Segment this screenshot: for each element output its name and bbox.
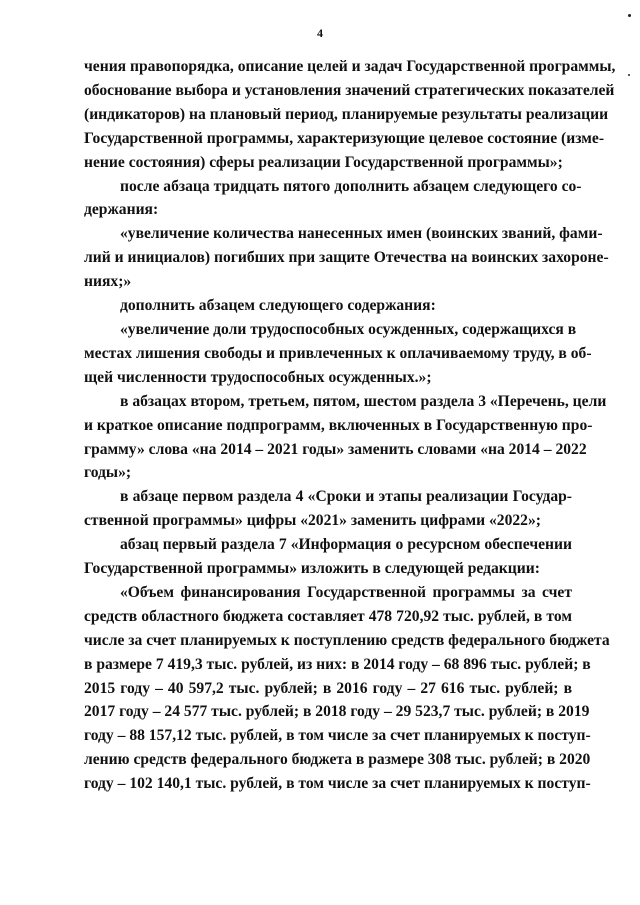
- text-line: ниях;»: [84, 273, 132, 291]
- text-line: году – 102 140,1 тыс. рублей, в том числе за счет планируемых к поступ-: [84, 775, 591, 793]
- text-line: «Объем финансирования Государственной программы за счет: [120, 583, 572, 601]
- page-number: 4: [317, 26, 323, 40]
- text-line: лий и инициалов) погибших при защите Отечества на воинских захороне-: [84, 249, 609, 267]
- text-line: и краткое описание подпрограмм, включенных в Государственную про-: [84, 416, 593, 434]
- paragraph: [84, 485, 572, 533]
- text-line: нение состояния) сферы реализации Государственной программы»;: [84, 153, 563, 171]
- text-line: году – 88 157,12 тыс. рублей, в том числе за счет планируемых к поступ-: [84, 727, 591, 745]
- text-line: Государственной программы, характеризующие целевое состояние (изме-: [84, 129, 605, 147]
- text-line: держания:: [84, 201, 159, 219]
- text-line: числе за счет планируемых к поступлению средств федерального бюджета: [84, 631, 610, 649]
- text-line: после абзаца тридцать пятого дополнить абзацем следующего со-: [120, 177, 582, 195]
- paragraph: [84, 581, 610, 796]
- text-line: (индикаторов) на плановый период, планируемые результаты реализации: [84, 105, 609, 123]
- text-line: ственной программы» цифры «2021» заменить цифрами «2022»;: [84, 512, 541, 530]
- document-body: [84, 55, 616, 796]
- text-line: Государственной программы» изложить в следующей редакции:: [84, 560, 540, 578]
- text-line: «увеличение количества нанесенных имен (воинских званий, фами-: [120, 225, 603, 243]
- text-line: годы»;: [84, 464, 132, 482]
- text-line: в размере 7 419,3 тыс. рублей, из них: в 2014 году – 68 896 тыс. рублей; в: [84, 655, 591, 673]
- text-line: в абзаце первом раздела 4 «Сроки и этапы реализации Государ-: [120, 488, 572, 506]
- text-line: 2017 году – 24 577 тыс. рублей; в 2018 году – 29 523,7 тыс. рублей; в 2019: [84, 703, 590, 721]
- text-line: грамму» слова «на 2014 – 2021 годы» заменить словами «на 2014 – 2022: [84, 440, 587, 458]
- text-line: в абзацах втором, третьем, пятом, шестом раздела 3 «Перечень, цели: [120, 392, 607, 410]
- paragraph: [84, 222, 609, 294]
- scan-speck: [628, 74, 630, 76]
- text-line: щей численности трудоспособных осужденных.»;: [84, 368, 432, 386]
- text-line: обоснование выбора и установления значений стратегических показателей: [84, 81, 615, 99]
- text-line: «увеличение доли трудоспособных осужденных, содержащихся в: [120, 320, 577, 338]
- text-line: 2015 году – 40 597,2 тыс. рублей; в 2016 году – 27 616 тыс. рублей; в: [84, 679, 572, 697]
- scan-speck: [628, 14, 631, 17]
- paragraph: [84, 318, 592, 390]
- text-line: лению средств федерального бюджета в размере 308 тыс. рублей; в 2020: [84, 751, 591, 769]
- paragraph: [84, 390, 607, 486]
- paragraph: [84, 533, 572, 581]
- text-line: абзац первый раздела 7 «Информация о ресурсном обеспечении: [120, 536, 572, 554]
- paragraph: [84, 294, 572, 318]
- paragraph: [84, 175, 582, 223]
- text-line: местах лишения свободы и привлеченных к оплачиваемому труду, в об-: [84, 344, 592, 362]
- text-line: средств областного бюджета составляет 478 720,92 тыс. рублей, в том: [84, 607, 572, 625]
- text-line: дополнить абзацем следующего содержания:: [120, 297, 436, 315]
- paragraph: [84, 55, 616, 175]
- text-line: чения правопорядка, описание целей и задач Государственной программы,: [84, 58, 616, 75]
